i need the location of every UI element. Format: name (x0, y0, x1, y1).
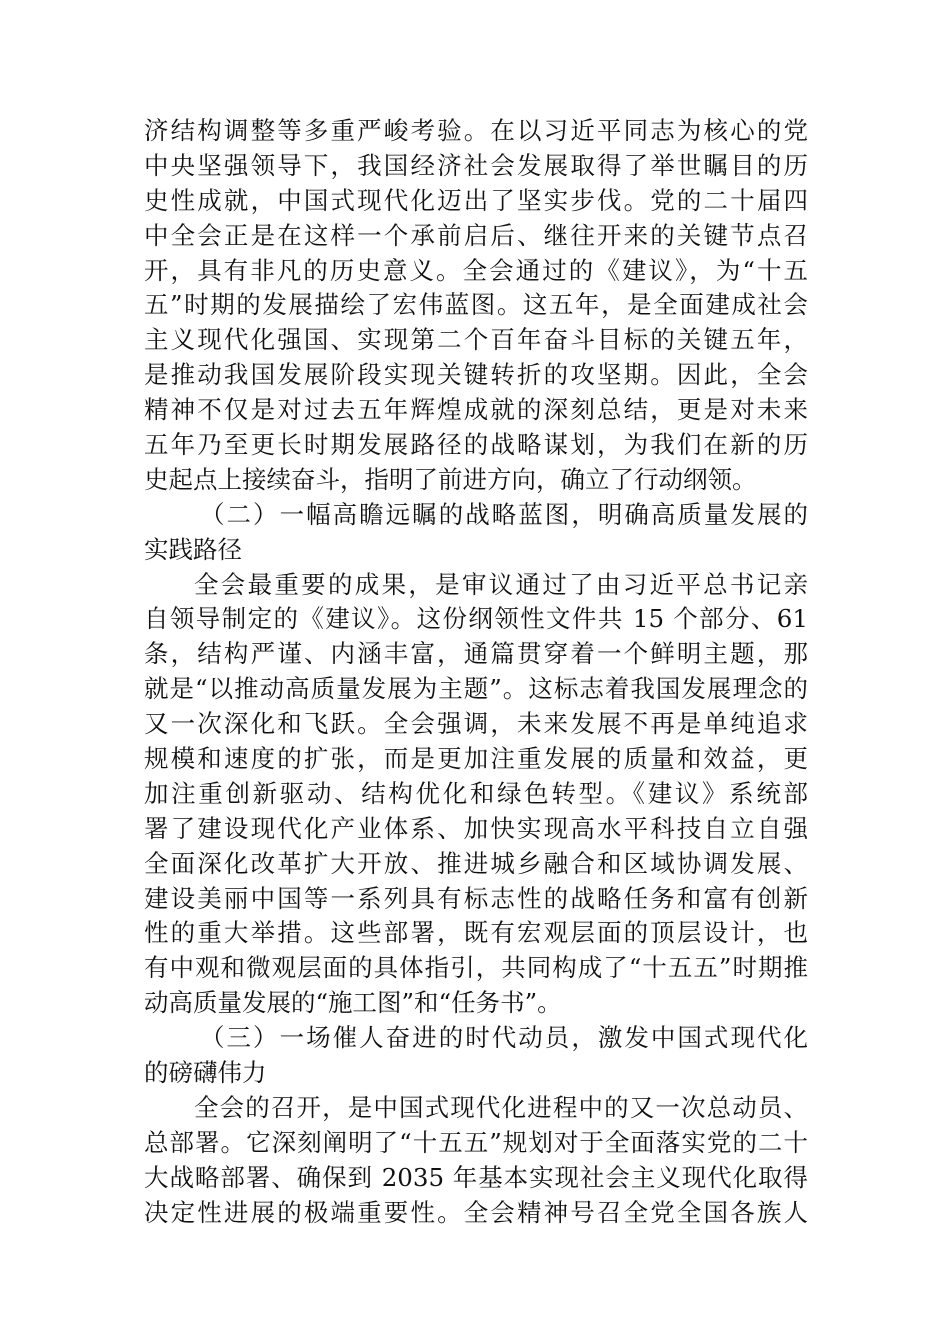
heading-line: 的磅礴伟力 (144, 1058, 267, 1088)
text-line: 五”时期的发展描绘了宏伟蓝图。这五年，是全面建成社会 (144, 290, 808, 320)
text-line: 开，具有非凡的历史意义。全会通过的《建议》，为“十五 (144, 255, 808, 285)
document-body (144, 114, 808, 1231)
heading-line: 实践路径 (144, 534, 242, 564)
text-line: 大战略部署、确保到 2035 年基本实现社会主义现代化取得 (144, 1162, 808, 1192)
heading-line: （二）一幅高瞻远瞩的战略蓝图，明确高质量发展的 (200, 499, 808, 529)
text-line: 全面深化改革扩大开放、推进城乡融合和区域协调发展、 (144, 848, 808, 878)
text-line: 精神不仅是对过去五年辉煌成就的深刻总结，更是对未来 (144, 395, 808, 425)
text-line: 全会最重要的成果，是审议通过了由习近平总书记亲 (194, 569, 808, 599)
paragraph (144, 568, 808, 1022)
text-line: 动高质量发展的“施工图”和“任务书”。 (144, 988, 562, 1018)
text-line: 条，结构严谨、内涵丰富，通篇贯穿着一个鲜明主题，那 (144, 639, 808, 669)
text-line: 加注重创新驱动、结构优化和绿色转型。《建议》系统部 (144, 778, 808, 808)
text-line: 性的重大举措。这些部署，既有宏观层面的顶层设计，也 (144, 918, 808, 948)
text-line: 建设美丽中国等一系列具有标志性的战略任务和富有创新 (144, 883, 808, 913)
text-line: 济结构调整等多重严峻考验。在以习近平同志为核心的党 (144, 116, 808, 145)
heading-line: （三）一场催人奋进的时代动员，激发中国式现代化 (200, 1023, 808, 1053)
text-line: 署了建设现代化产业体系、加快实现高水平科技自立自强 (144, 813, 808, 843)
text-line: 规模和速度的扩张，而是更加注重发展的质量和效益，更 (144, 744, 808, 774)
text-line: 五年乃至更长时期发展路径的战略谋划，为我们在新的历 (144, 430, 808, 460)
paragraph (144, 1091, 808, 1231)
text-line: 是推动我国发展阶段实现关键转折的攻坚期。因此，全会 (144, 360, 808, 390)
text-line: 总部署。它深刻阐明了“十五五”规划对于全面落实党的二十 (144, 1127, 808, 1157)
section-heading-3 (144, 1021, 808, 1091)
text-line: 就是“以推动高质量发展为主题”。这标志着我国发展理念的 (144, 674, 808, 704)
text-line: 自领导制定的《建议》。这份纲领性文件共 15 个部分、61 (144, 604, 808, 634)
text-line: 史性成就，中国式现代化迈出了坚实步伐。党的二十届四 (144, 185, 808, 215)
section-heading-2 (144, 498, 808, 568)
text-line: 决定性进展的极端重要性。全会精神号召全党全国各族人 (144, 1197, 808, 1227)
text-line: 中央坚强领导下，我国经济社会发展取得了举世瞩目的历 (144, 150, 808, 180)
text-line: 有中观和微观层面的具体指引，共同构成了“十五五”时期推 (144, 953, 808, 983)
text-line: 又一次深化和飞跃。全会强调，未来发展不再是单纯追求 (144, 709, 808, 739)
text-line: 全会的召开，是中国式现代化进程中的又一次总动员、 (194, 1092, 808, 1122)
text-line: 主义现代化强国、实现第二个百年奋斗目标的关键五年， (144, 325, 808, 355)
text-line: 史起点上接续奋斗，指明了前进方向，确立了行动纲领。 (144, 464, 757, 494)
text-line: 中全会正是在这样一个承前启后、继往开来的关键节点召 (144, 220, 808, 250)
paragraph-continued (144, 114, 808, 498)
